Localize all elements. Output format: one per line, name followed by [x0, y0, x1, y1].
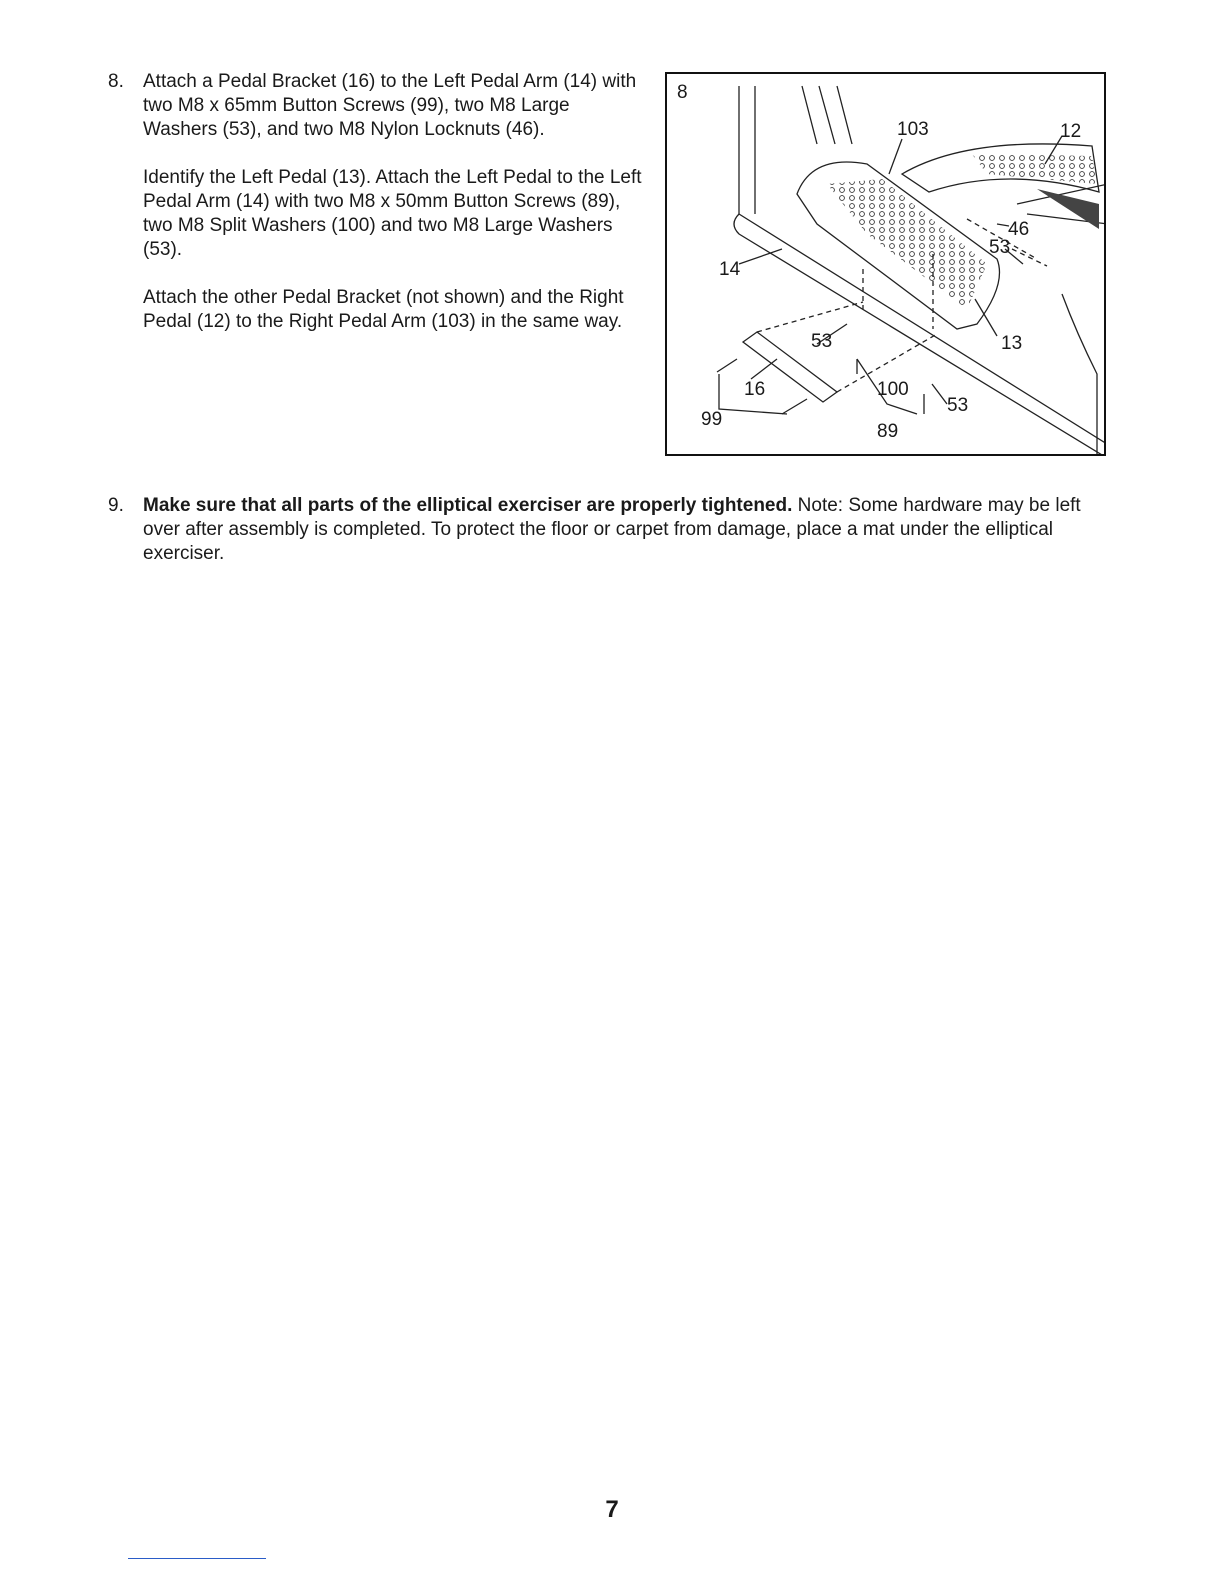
- callout-99: 99: [701, 409, 723, 430]
- leader-13: [975, 299, 997, 336]
- callout-100: 100: [877, 379, 909, 400]
- callout-89: 89: [877, 421, 899, 442]
- leader-103: [889, 139, 902, 174]
- callout-16: 16: [744, 379, 766, 400]
- callout-53-mid: 53: [811, 331, 833, 352]
- step-9-bold-text: Make sure that all parts of the elliptical exerciser are properly tightened.: [143, 495, 793, 516]
- left-pedal-holes: [827, 179, 987, 309]
- step-8: [108, 70, 648, 358]
- footer-rule: [128, 1558, 266, 1559]
- callout-13: 13: [1001, 333, 1023, 354]
- step-9: [108, 494, 1108, 566]
- callout-53-right: 53: [989, 237, 1011, 258]
- upright-post: [739, 86, 755, 214]
- step-9-number: 9.: [108, 495, 124, 516]
- callout-53-low: 53: [947, 395, 969, 416]
- step-8-paragraph-2: Identify the Left Pedal (13). Attach the Left Pedal to the Left Pedal Arm (14) with two M8 x 50mm Button Screws (89), two M8 Split Washers (100) and two M8 Large Washers (53).: [143, 167, 642, 260]
- step-9-body: [143, 494, 1108, 566]
- assembly-figure: [665, 72, 1106, 456]
- shadow-wedge: [1037, 189, 1099, 229]
- callout-103: 103: [897, 119, 929, 140]
- leader-53-low: [932, 384, 947, 404]
- leader-16: [751, 359, 777, 379]
- handle-arm: [802, 86, 852, 144]
- step-8-number: 8.: [108, 71, 124, 92]
- figure-number: 8: [677, 82, 688, 103]
- step-9-text: Note: Some hardware may be left over after assembly is completed. To protect the floor or carpet from damage, place a mat under the elliptical exerciser.: [143, 495, 1081, 564]
- page-number: 7: [605, 1496, 619, 1523]
- callout-14: 14: [719, 259, 741, 280]
- callout-46: 46: [1008, 219, 1030, 240]
- step-8-paragraph-3: Attach the other Pedal Bracket (not shown) and the Right Pedal (12) to the Right Pedal Arm (103) in the same way.: [143, 287, 624, 332]
- step-8-paragraph-1: Attach a Pedal Bracket (16) to the Left Pedal Arm (14) with two M8 x 65mm Button Screws (99), two M8 Large Washers (53), and two M8 Nylon Locknuts (46).: [143, 71, 637, 140]
- callout-12: 12: [1060, 121, 1082, 142]
- hardware-dashes: [757, 302, 937, 392]
- frame-curve: [1062, 294, 1097, 454]
